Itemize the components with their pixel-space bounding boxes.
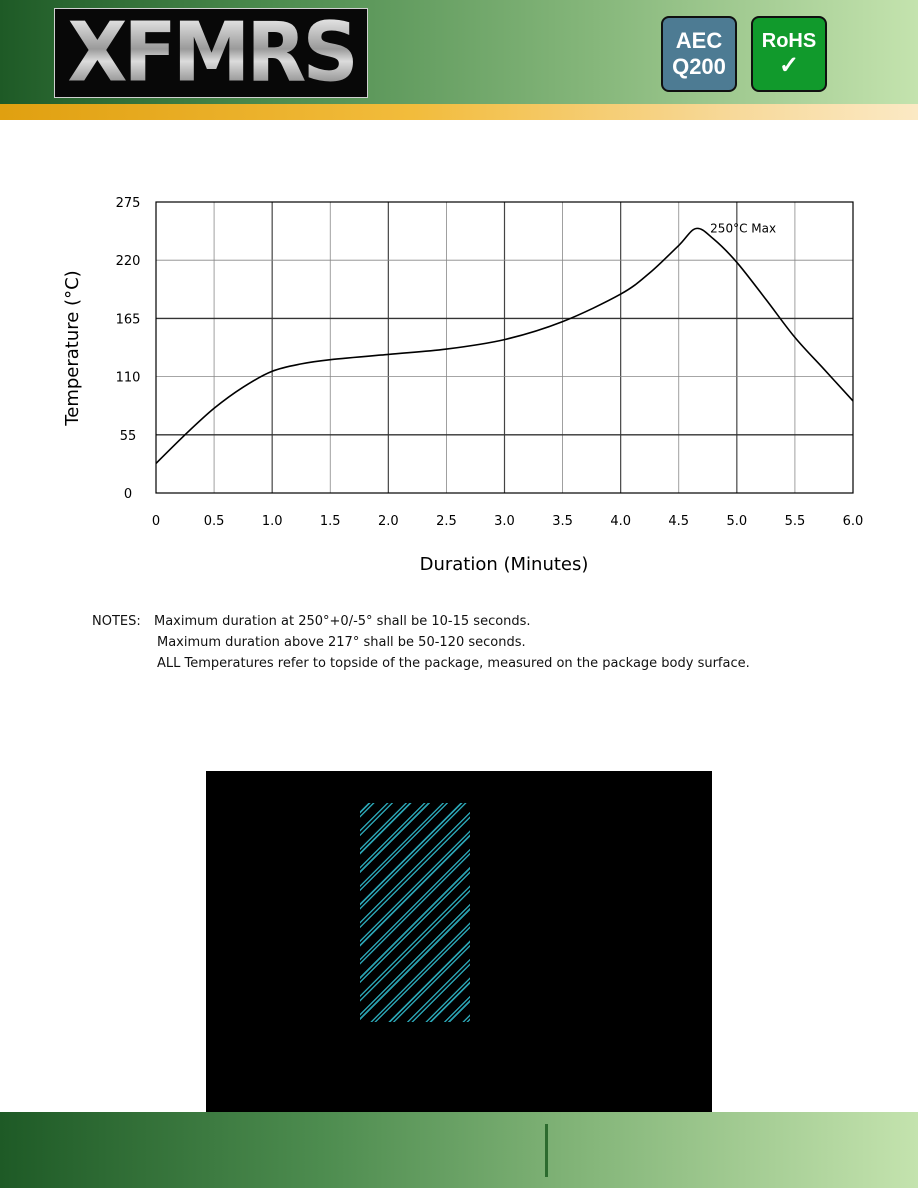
x-tick-label: 6.0 (842, 514, 864, 529)
y-axis-label: Temperature (°C) (62, 270, 83, 426)
xfmrs-logo (54, 5, 368, 101)
x-axis-label: Duration (Minutes) (419, 554, 589, 575)
logo-text: XFMRS (67, 5, 355, 101)
x-tick-label: 1.5 (319, 514, 341, 529)
footer-bar (0, 1112, 918, 1188)
aec-badge-line1: AEC (675, 28, 723, 53)
aec-q200-badge (661, 16, 737, 92)
rohs-badge-label: RoHS (761, 30, 817, 52)
reflow-profile-chart (0, 180, 918, 580)
notes-block (92, 611, 872, 674)
y-tick-label: 0 (123, 487, 133, 502)
x-tick-label: 3.0 (494, 514, 515, 529)
notes-label: NOTES: (92, 614, 141, 629)
y-tick-label: 165 (115, 312, 141, 328)
x-tick-label: 2.5 (436, 514, 457, 529)
y-tick-label: 275 (115, 196, 141, 211)
note-text-2: Maximum duration above 217° shall be 50-120 seconds. (157, 635, 526, 650)
y-tick-label: 110 (115, 370, 141, 386)
peak-annotation: 250°C Max (710, 221, 777, 236)
x-tick-label: 1.0 (261, 514, 283, 529)
notes-line-1 (92, 611, 872, 632)
note-text-3: ALL Temperatures refer to topside of the package, measured on the package body surface. (157, 656, 750, 671)
hatched-pattern-image (360, 803, 470, 1022)
x-tick-label: 2.0 (377, 514, 399, 529)
header-accent-stripe (0, 104, 918, 120)
note-text-1: Maximum duration at 250°+0/-5° shall be 10-15 seconds. (154, 614, 531, 629)
x-tick-label: 0.5 (203, 514, 225, 529)
x-tick-label: 3.5 (552, 514, 573, 529)
header-bar (0, 0, 918, 104)
x-tick-label: 5.5 (784, 514, 806, 529)
checkmark-icon: ✓ (778, 52, 800, 79)
x-tick-label: 4.5 (668, 514, 690, 529)
x-tick-label: 0 (151, 514, 161, 529)
y-tick-label: 55 (119, 428, 137, 444)
x-tick-label: 5.0 (726, 514, 748, 529)
rohs-badge (751, 16, 827, 92)
x-tick-label: 4.0 (610, 514, 632, 529)
black-image-panel (206, 771, 712, 1124)
footer-divider (545, 1124, 548, 1177)
y-tick-label: 220 (115, 254, 141, 270)
aec-badge-line2: Q200 (672, 54, 726, 79)
